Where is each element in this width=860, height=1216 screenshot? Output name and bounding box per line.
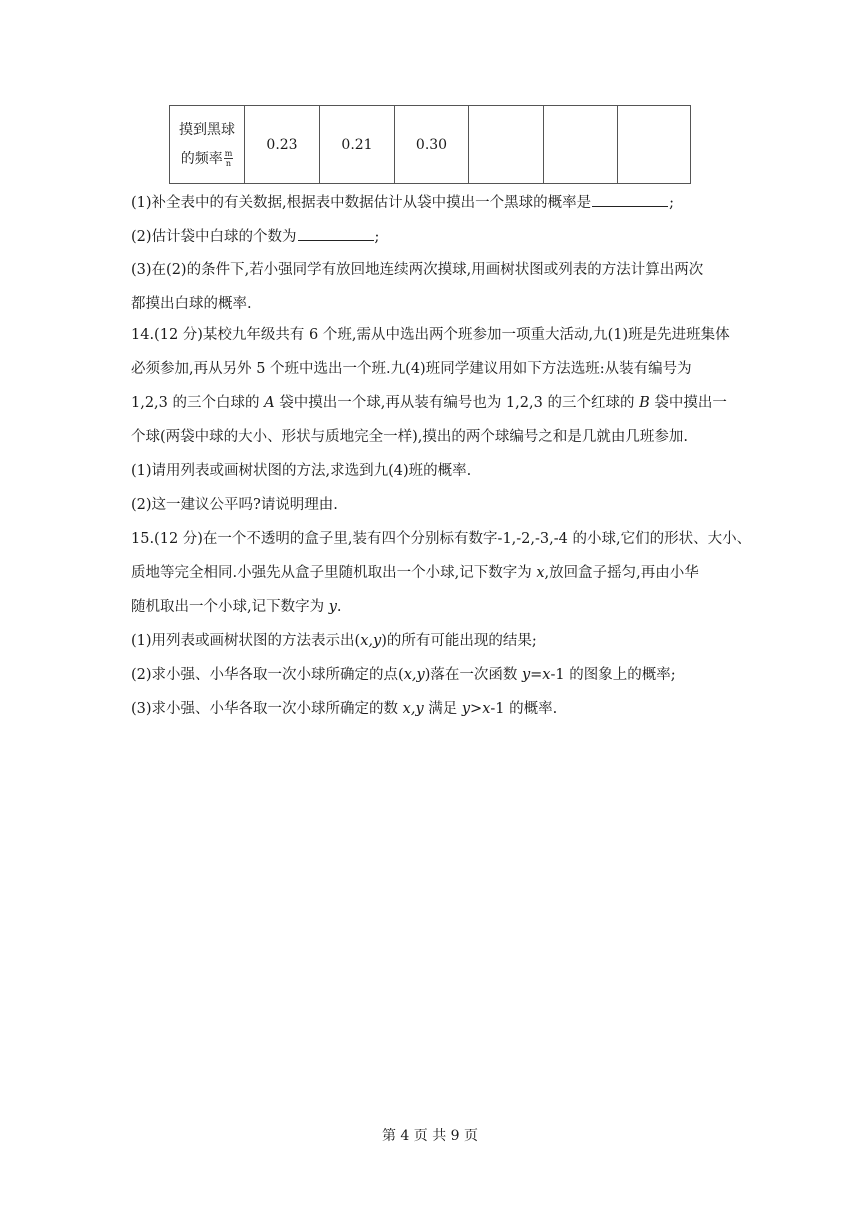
row-label-line1: 摸到黑球 [179, 121, 235, 138]
q15-line1: 15.(12 分)在一个不透明的盒子里,装有四个分别标有数字-1,-2,-3,-4 的小球,它们的形状、大小、 [131, 531, 752, 547]
q13-part1-text: (1)补全表中的有关数据,根据表中数据估计从袋中摸出一个黑球的概率是 [131, 195, 592, 211]
table-row [170, 106, 691, 184]
q15-part2-a: (2)求小强、小华各取一次小球所确定的点( [131, 667, 404, 683]
inequality: y>x [461, 701, 491, 717]
q13-part3-line1: (3)在(2)的条件下,若小强同学有放回地连续两次摸球,用画树状图或列表的方法计算出两次 [131, 262, 704, 278]
table-cell [618, 106, 691, 184]
equation: y=x [521, 667, 551, 683]
answer-blank [592, 192, 668, 207]
answer-blank [298, 226, 374, 241]
table-cell: 0.30 [395, 106, 469, 184]
page-footer: 第 4 页 共 9 页 [381, 1128, 479, 1144]
q14-line3-b: 袋中摸出一个球,再从装有编号也为 1,2,3 的三个红球的 [274, 395, 640, 411]
fraction-m-over-n [224, 149, 234, 168]
q15-part3 [131, 699, 557, 719]
q13-part2 [131, 226, 379, 247]
q15-part1-a: (1)用列表或画树状图的方法表示出( [131, 633, 361, 649]
table-cell [469, 106, 544, 184]
q15-part1-b: )的所有可能出现的结果; [381, 633, 537, 649]
q13-part3-line2: 都摸出白球的概率. [131, 296, 252, 312]
q15-line3-a: 随机取出一个小球,记下数字为 [131, 599, 329, 615]
q13-part1-end: ; [669, 195, 675, 211]
q15-part3-c: -1 的概率. [490, 701, 558, 717]
q15-part2-b: )落在一次函数 [424, 667, 522, 683]
q15-part2-c: -1 的图象上的概率; [550, 667, 676, 683]
q15-line2 [131, 563, 699, 583]
q15-line2-b: ,放回盒子摇匀,再由小华 [544, 565, 699, 581]
q15-part3-a: (3)求小强、小华各取一次小球所确定的数 [131, 701, 403, 717]
q15-part1 [131, 631, 537, 651]
q15-part3-b: 满足 [423, 701, 462, 717]
q15-line2-a: 质地等完全相同.小强先从盒子里随机取出一个小球,记下数字为 [131, 565, 537, 581]
var-xy: x,y [403, 667, 425, 683]
var-y: y [328, 599, 337, 615]
var-xy: x,y [402, 701, 424, 717]
table-cell: 0.21 [320, 106, 395, 184]
fraction-denominator: n [225, 159, 232, 168]
q14-line2: 必须参加,再从另外 5 个班中选出一个班.九(4)班同学建议用如下方法选班:从装有编号为 [131, 361, 692, 377]
frequency-table [169, 105, 691, 184]
q14-line3-a: 1,2,3 的三个白球的 [131, 395, 265, 411]
var-x: x [536, 565, 545, 581]
q14-part2: (2)这一建议公平吗?请说明理由. [131, 497, 338, 513]
bag-b-label: B [639, 395, 650, 411]
q15-part2 [131, 665, 676, 685]
q13-part1 [131, 192, 674, 213]
q14-line4: 个球(两袋中球的大小、形状与质地完全一样),摸出的两个球编号之和是几就由几班参加. [131, 429, 689, 445]
q13-part2-end: ; [374, 229, 380, 245]
row-label-cell [170, 106, 245, 184]
table-cell: 0.23 [245, 106, 320, 184]
q14-part1: (1)请用列表或画树状图的方法,求选到九(4)班的概率. [131, 463, 472, 479]
q14-line3-c: 袋中摸出一 [649, 395, 727, 411]
q13-part2-text: (2)估计袋中白球的个数为 [131, 229, 297, 245]
q14-line1: 14.(12 分)某校九年级共有 6 个班,需从中选出两个班参加一项重大活动,九(1)班是先进班集体 [131, 327, 730, 343]
var-xy: x,y [360, 633, 382, 649]
bag-a-label: A [264, 395, 275, 411]
fraction-numerator: m [224, 149, 233, 158]
table-cell [544, 106, 618, 184]
q15-line3-b: . [336, 599, 342, 615]
q14-line3 [131, 393, 727, 413]
row-label-line2: 的频率 [180, 150, 223, 167]
q15-line3 [131, 597, 342, 617]
